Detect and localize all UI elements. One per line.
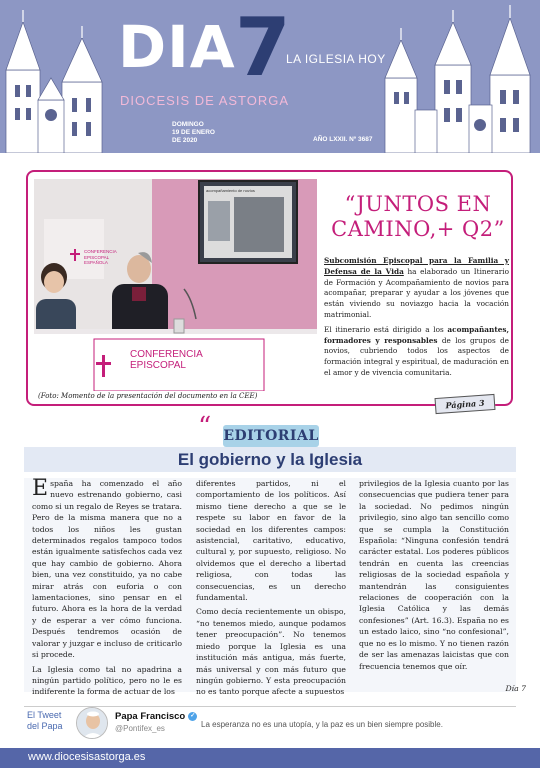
feature-paragraph-2-bold: acompañantes, formadores y responsables: [324, 324, 509, 345]
banner-line-3: ESPAÑOLA: [84, 260, 108, 265]
editorial-column-1: [32, 478, 182, 701]
feature-title: “JUNTOS EN CAMINO,+ Q2”: [331, 192, 505, 241]
banner-line-1: CONFERENCIA: [84, 249, 117, 254]
banner-label: [84, 249, 117, 266]
tweet-section-label: El Tweet del Papa: [27, 710, 63, 731]
editorial-column-3: [359, 478, 509, 675]
editorial-signature: Día 7: [505, 684, 526, 693]
feature-paragraph-1: [324, 256, 509, 321]
editorial-paragraph: La Iglesia como tal no apadrina a ningún partido político, pero no le es indiferente la forma de actuar de los: [32, 664, 182, 697]
feature-paragraph-2: [324, 325, 509, 379]
logo-dia: DIA: [118, 13, 236, 81]
banner-line-2: EPISCOPAL: [84, 254, 110, 260]
feature-photo: [34, 179, 317, 391]
logo-number: 7: [235, 1, 291, 94]
subcommission-link: Subcomisión Episcopal para la Familia y Defensa de la Vida: [324, 256, 509, 276]
editorial-tag: EDITORIAL: [223, 425, 319, 447]
tweet-author-name: [115, 711, 197, 722]
pope-avatar-icon: [77, 708, 108, 739]
podium-line-2: EPISCOPAL: [130, 360, 186, 371]
podium-line-1: CONFERENCIA: [130, 349, 203, 360]
masthead: [0, 0, 540, 153]
pope-tweet: [24, 706, 516, 740]
issue-date: [172, 121, 215, 145]
issue-number: AÑO LXXII. Nº 3687: [313, 136, 373, 143]
page-reference-tag: Página 3: [435, 394, 496, 414]
drop-cap: E: [32, 476, 49, 501]
cathedral-left-illustration: [0, 0, 112, 153]
tweet-author-name-text: Papa Francisco: [115, 711, 186, 722]
editorial-column-2: [196, 478, 346, 701]
editorial-paragraph: Como decía recientemente un obispo, “no tenemos miedo, aunque podamos tener preocupación”. No tenemos miedo porque la Iglesia es una institución más antigua, más fuerte, más universal y con más futuro que ningún gobierno. Y esta preocupación no es tanto porque afecte a supuestos: [196, 607, 346, 697]
feature-body: [324, 256, 509, 383]
diocese-name: DIOCESIS DE ASTORGA: [120, 93, 290, 108]
logo-subtitle: LA IGLESIA HOY: [286, 52, 386, 66]
feature-paragraph-1-text: ha elaborado un Itinerario de Formación y Acompañamiento de novios para acompañar, preparar y ayudar a los jóvenes que están viviendo su noviazgo hacia la vocación matrimonial.: [324, 266, 509, 319]
website-url[interactable]: www.diocesisastorga.es: [28, 751, 146, 763]
editorial-title: El gobierno y la Iglesia: [177, 450, 363, 469]
feature-box: [26, 170, 513, 406]
editorial-paragraph: privilegios de la Iglesia cuanto por las consecuencias que pudiera tener para la sociedad. No pedimos ningún privilegio, sino algo tan sencillo como que se cumpla la Constitución Española: “Ninguna confesión tendrá carácter estatal. Los poderes públicos tendrán en cuenta las creencias religiosas de la sociedad española y mantendrán las consiguientes relaciones de cooperación con la Iglesia Católica y las demás confesiones” (Art. 16.3). España no es un estado laico, sino “no confesional”, que no es lo mismo. Y no tienen razón de ser las amenazas laicistas que con frecuencia tenemos que oír.: [359, 479, 509, 671]
editorial-paragraph: [32, 478, 182, 661]
date-day: DOMINGO: [172, 121, 204, 128]
photo-caption: (Foto: Momento de la presentación del documento en la CEE): [38, 392, 258, 400]
editorial-header: [24, 447, 516, 472]
quote-icon: “: [198, 412, 212, 442]
screen-label: acompañamiento de novios: [206, 188, 255, 193]
feature-paragraph-2-end: de los grupos de novios, cubriendo todos los aspectos de formación integral y espiritual, de maduración en el amor y de vivencia comunitaria.: [324, 335, 510, 377]
editorial-paragraph: diferentes partidos, ni el comportamiento de los políticos. Así mismo tiene derecho a que se le respete su labor en favor de la sociedad en los diferentes campos: asistencial, caritativo, educativo, cultural y, por supuesto, religioso. No olvidemos que el derecho a libertad religiosa, con todas las consecuencias, es un derecho fundamental.: [196, 479, 346, 603]
tweet-handle: @Pontifex_es: [115, 724, 165, 733]
feature-paragraph-2-start: El itinerario está dirigido a los: [324, 324, 444, 334]
podium-label: [130, 349, 203, 371]
date-month: 19 DE ENERO: [172, 129, 215, 136]
tweet-text: La esperanza no es una utopía, y la paz es un bien siempre posible.: [201, 720, 443, 729]
editorial-paragraph-text: spaña ha comenzado el año nuevo estrenando gobierno, casi como si un regalo de Reyes se tratara. Pero de la misma manera que no a todos los niños les gustan determinados regalos tampoco todos están igualmente satisfechos cada vez que hay cambio de gobierno. Ahora bien, una vez constituido, ya no cabe mirar atrás con euforia o con lamentaciones, sino pensar en el futuro. Ahora es la hora de la verdad y de esperar a ver cómo funciona. Después tendremos ocasión de valorar y juzgar e incluso de criticarlo si procede.: [32, 479, 182, 660]
avatar: [76, 707, 108, 739]
verified-icon: ✓: [190, 712, 196, 719]
cathedral-right-illustration: [380, 0, 540, 153]
footer: [0, 748, 540, 768]
date-year: DE 2020: [172, 137, 198, 144]
